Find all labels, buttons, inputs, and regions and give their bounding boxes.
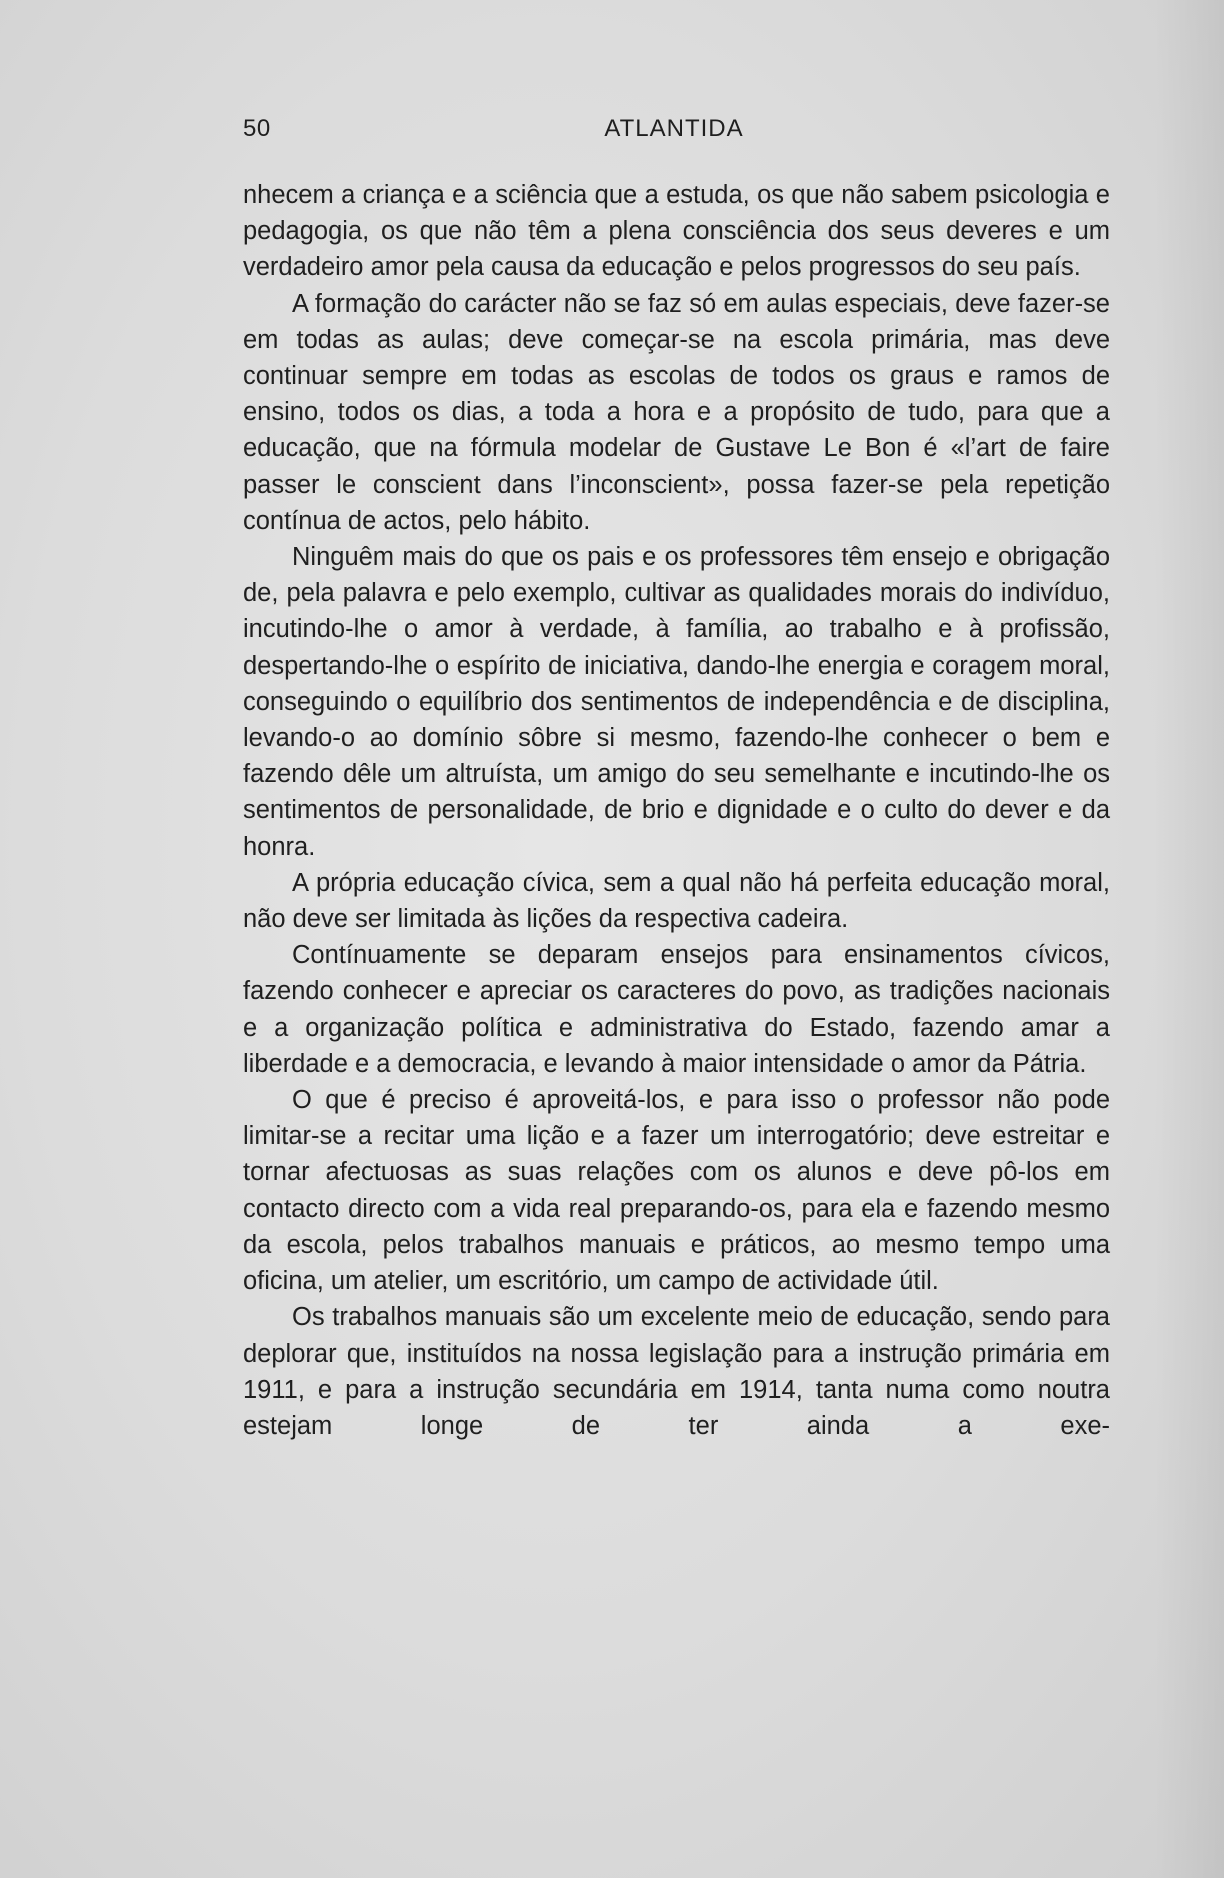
- body-text: [243, 177, 1110, 1444]
- paragraph-continued: nhecem a criança e a sciência que a estuda, os que não sabem psicologia e pedagogia, os que não têm a plena consciência dos seus deveres e um verdadeiro amor pela causa da educação e pelos progressos do seu país.: [243, 181, 1110, 282]
- paragraph: A formação do carácter não se faz só em aulas especiais, deve fazer-se em todas as aulas; deve começar-se na escola primária, mas deve continuar sempre em todas as escolas de todos os graus e ramos de ensino, todos os dias, a toda a hora e a propósito de tudo, para que a educação, que na fórmula modelar de Gustave Le Bon é «l’art de faire passer le conscient dans l’inconscient», possa fazer-se pela repetição contínua de actos, pelo hábito.: [243, 289, 1110, 535]
- paragraph: O que é preciso é aproveitá-los, e para isso o professor não pode limitar-se a recitar uma lição e a fazer um interrogatório; deve estreitar e tornar afectuosas as suas relações com os alunos e deve pô-los em contacto directo com a vida real preparando-os, para ela e fazendo mesmo da escola, pelos trabalhos manuais e práticos, ao mesmo tempo uma oficina, um atelier, um escritório, um campo de actividade útil.: [243, 1086, 1110, 1296]
- running-head: [243, 115, 1105, 149]
- running-title: ATLANTIDA: [604, 115, 744, 142]
- paragraph: Contínuamente se deparam ensejos para ensinamentos cívicos, fazendo conhecer e apreciar os caracteres do povo, as tradições nacionais e a organização política e administrativa do Estado, fazendo amar a liberdade e a democracia, e levando à maior intensidade o amor da Pátria.: [243, 941, 1110, 1078]
- paragraph: Ninguêm mais do que os pais e os professores têm ensejo e obrigação de, pela palavra e pelo exemplo, cultivar as qualidades morais do indivíduo, incutindo-lhe o amor à verdade, à família, ao trabalho e à profissão, despertando-lhe o espírito de iniciativa, dando-lhe energia e coragem moral, conseguindo o equilíbrio dos sentimentos de independência e de disciplina, levando-o ao domínio sôbre si mesmo, fazendo-lhe conhecer o bem e fazendo dêle um altruísta, um amigo do seu semelhante e incutindo-lhe os sentimentos de personalidade, de brio e dignidade e o culto do dever e da honra.: [243, 543, 1110, 861]
- paragraph: A própria educação cívica, sem a qual não há perfeita educação moral, não deve ser limitada às lições da respectiva cadeira.: [243, 868, 1110, 934]
- page-number: 50: [243, 115, 271, 142]
- paragraph-continues-next-page: Os trabalhos manuais são um excelente meio de educação, sendo para deplorar que, instituídos na nossa legislação para a instrução primária em 1911, e para a instrução secundária em 1914, tanta numa como noutra estejam longe de ter ainda a exe-: [243, 1303, 1110, 1440]
